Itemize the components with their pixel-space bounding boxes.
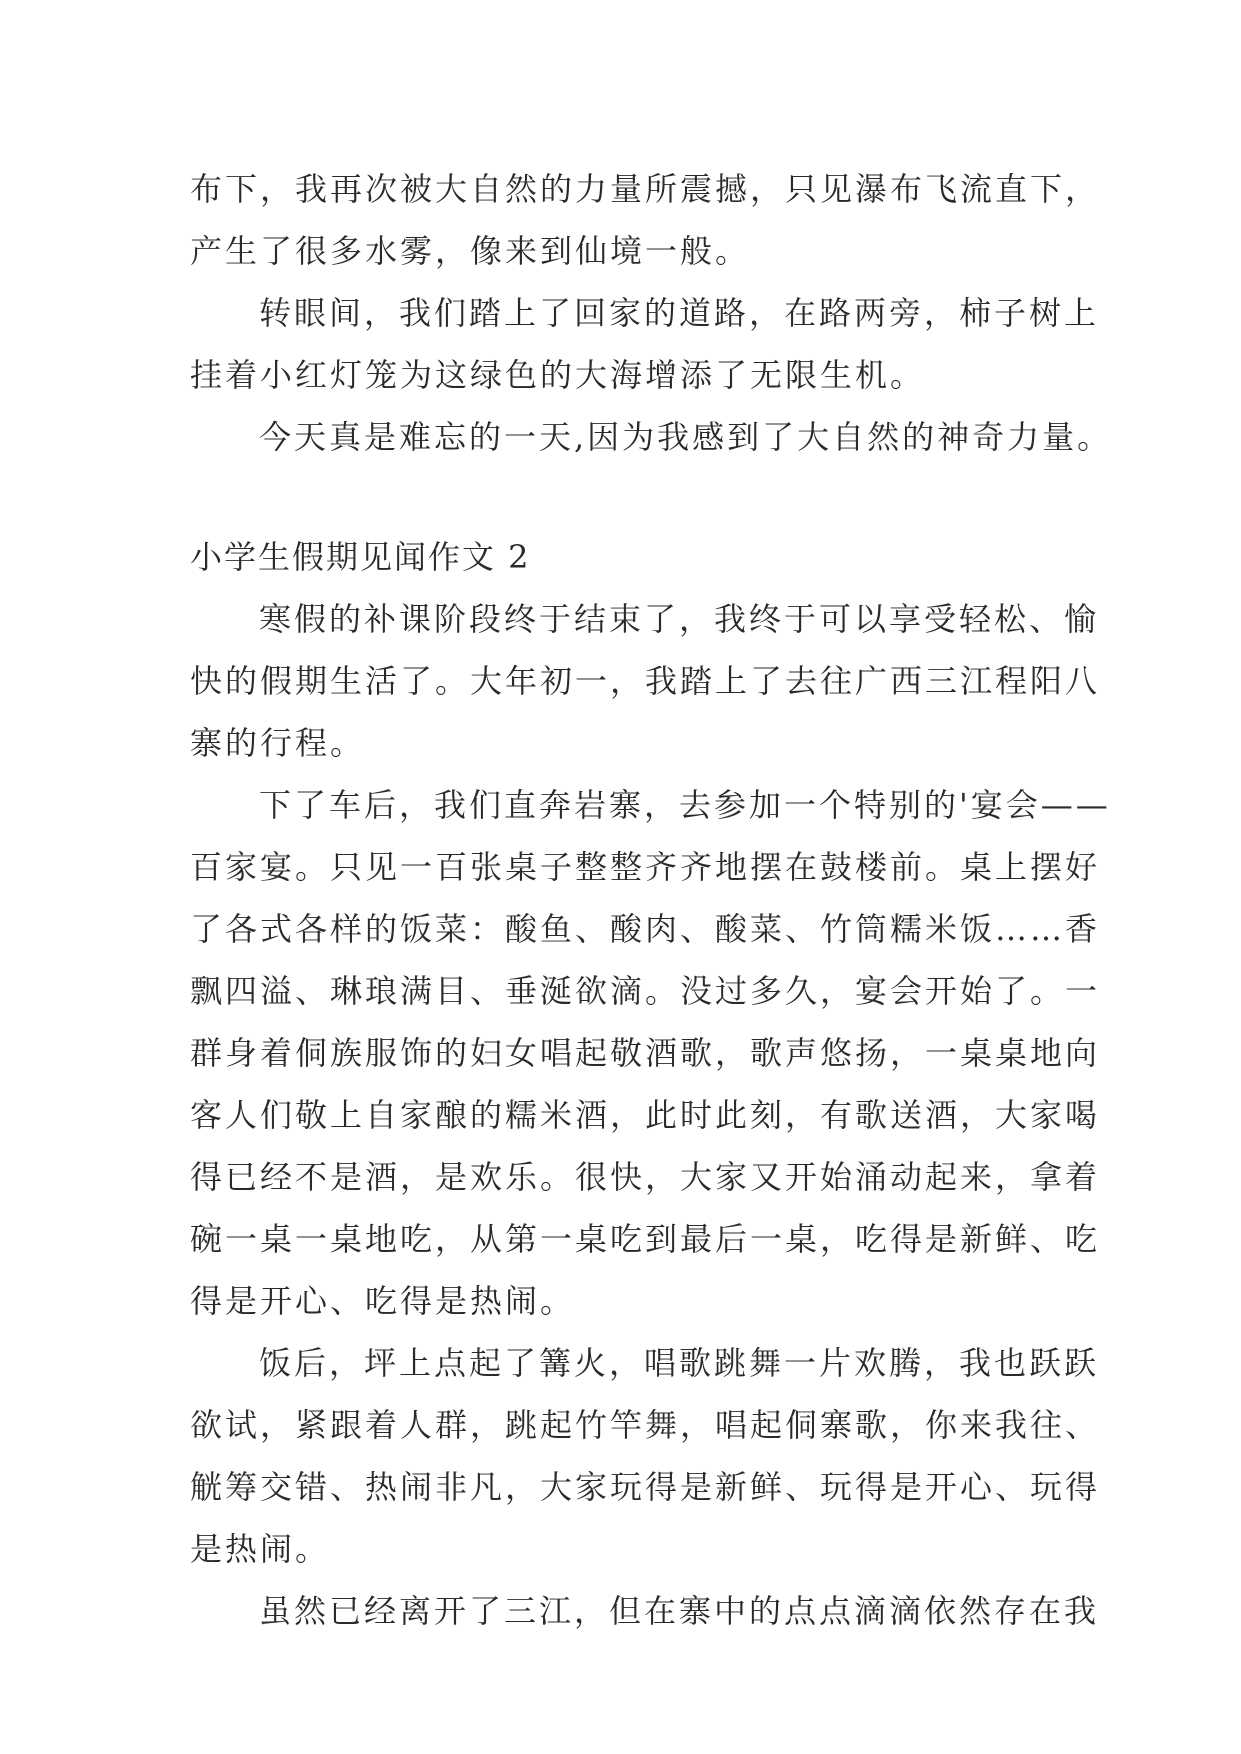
text-line: 飘四溢、琳琅满目、垂涎欲滴。没过多久，宴会开始了。一 <box>190 972 1101 1010</box>
text-line: 快的假期生活了。大年初一，我踏上了去往广西三江程阳八 <box>190 662 1101 700</box>
text-line: 得已经不是酒，是欢乐。很快，大家又开始涌动起来，拿着 <box>190 1158 1101 1196</box>
section-gap <box>190 468 1054 526</box>
text-line: 碗一桌一桌地吃，从第一桌吃到最后一桌，吃得是新鲜、吃 <box>190 1220 1101 1258</box>
paragraph <box>190 158 1101 282</box>
text-line: 寒假的补课阶段终于结束了，我终于可以享受轻松、愉 <box>259 600 1100 638</box>
paragraph <box>190 774 1111 1332</box>
text-line: 觥筹交错、热闹非凡，大家玩得是新鲜、玩得是开心、玩得 <box>190 1468 1101 1506</box>
paragraph <box>190 406 1113 468</box>
text-line: 产生了很多水雾，像来到仙境一般。 <box>190 232 751 270</box>
text-line: 客人们敬上自家酿的糯米酒，此时此刻，有歌送酒，大家喝 <box>190 1096 1101 1134</box>
paragraph <box>190 282 1100 406</box>
text-line: 虽然已经离开了三江，但在寨中的点点滴滴依然存在我 <box>259 1592 1100 1630</box>
text-line: 寨的行程。 <box>190 724 366 762</box>
text-line: 下了车后，我们直奔岩寨，去参加一个特别的'宴会—— <box>259 786 1111 824</box>
paragraph <box>190 588 1101 774</box>
text-line: 挂着小红灯笼为这绿色的大海增添了无限生机。 <box>190 356 926 394</box>
text-line: 得是开心、吃得是热闹。 <box>190 1282 576 1320</box>
text-line: 欲试，紧跟着人群，跳起竹竿舞，唱起侗寨歌，你来我往、 <box>190 1406 1101 1444</box>
paragraph <box>190 1332 1101 1580</box>
text-line: 饭后，坪上点起了篝火，唱歌跳舞一片欢腾，我也跃跃 <box>259 1344 1100 1382</box>
text-line: 了各式各样的饭菜：酸鱼、酸肉、酸菜、竹筒糯米饭……香 <box>190 910 1101 948</box>
text-line: 今天真是难忘的一天,因为我感到了大自然的神奇力量。 <box>259 418 1113 456</box>
text-line: 是热闹。 <box>190 1530 331 1568</box>
paragraph <box>190 1580 1100 1642</box>
document-body <box>190 158 1113 1642</box>
text-line: 转眼间，我们踏上了回家的道路，在路两旁，柿子树上 <box>259 294 1100 332</box>
section-heading: 小学生假期见闻作文 2 <box>190 538 531 576</box>
text-line: 百家宴。只见一百张桌子整整齐齐地摆在鼓楼前。桌上摆好 <box>190 848 1101 886</box>
text-line: 群身着侗族服饰的妇女唱起敬酒歌，歌声悠扬，一桌桌地向 <box>190 1034 1101 1072</box>
text-line: 布下，我再次被大自然的力量所震撼，只见瀑布飞流直下， <box>190 170 1101 208</box>
